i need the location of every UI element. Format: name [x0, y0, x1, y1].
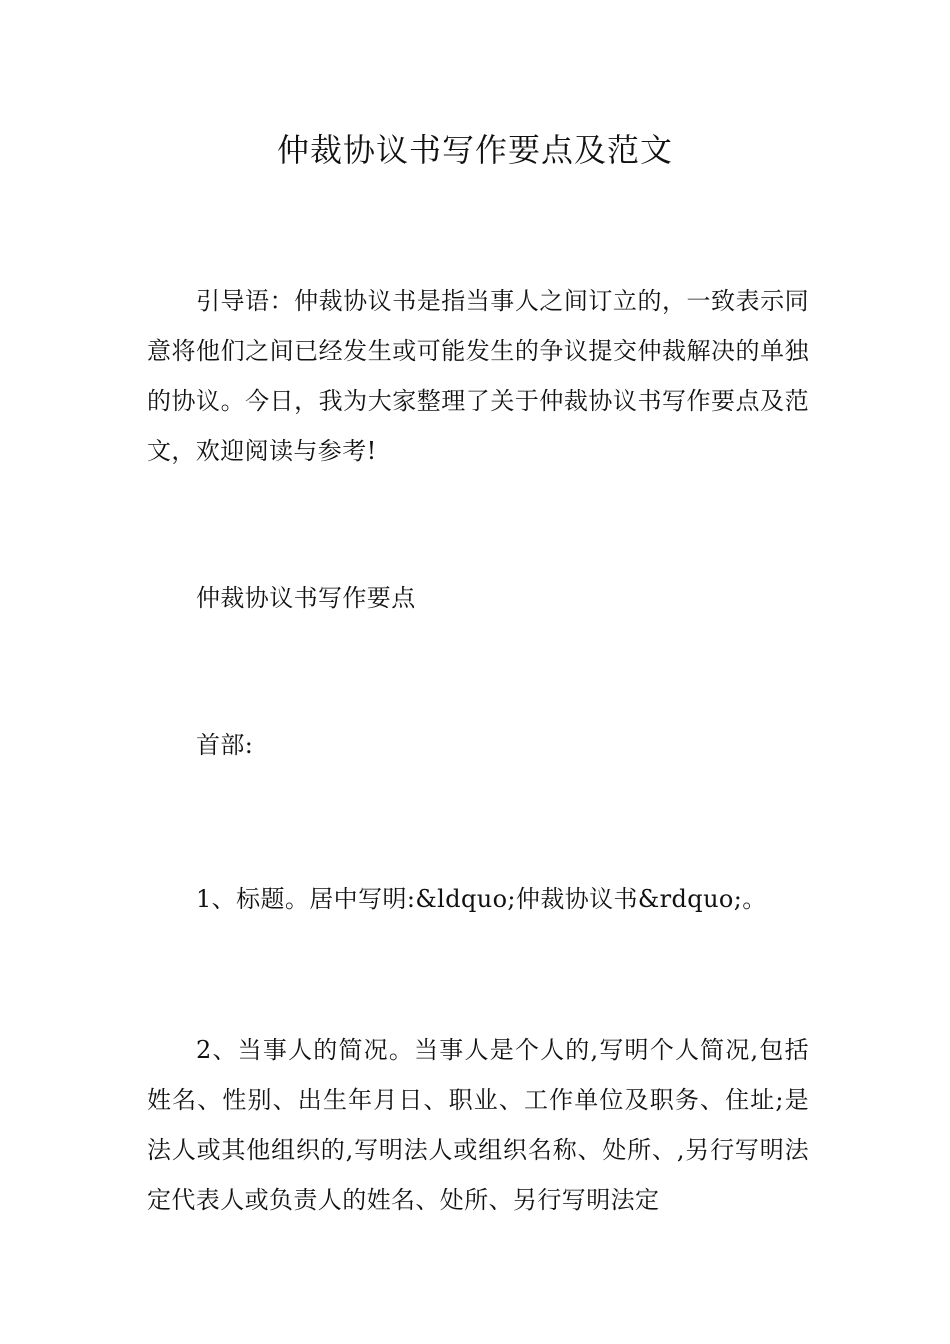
head-section-label: 首部: — [196, 731, 254, 759]
item-2-paragraph: 2、当事人的简况。当事人是个人的,写明个人简况,包括姓名、性别、出生年月日、职业、工作单位及职务、住址;是法人或其他组织的,写明法人或组织名称、处所、,另行写明法定代表人或负责人的姓名、处所、另行写明法定 — [147, 1036, 809, 1214]
section-heading: 仲裁协议书写作要点 — [196, 584, 416, 612]
document-title: 仲裁协议书写作要点及范文 — [276, 131, 673, 169]
intro-paragraph: 引导语：仲裁协议书是指当事人之间订立的，一致表示同意将他们之间已经发生或可能发生的争议提交仲裁解决的单独的协议。今日，我为大家整理了关于仲裁协议书写作要点及范文，欢迎阅读与参考! — [147, 287, 809, 465]
item-1-paragraph: 1、标题。居中写明:&ldquo;仲裁协议书&rdquo;。 — [196, 885, 767, 913]
